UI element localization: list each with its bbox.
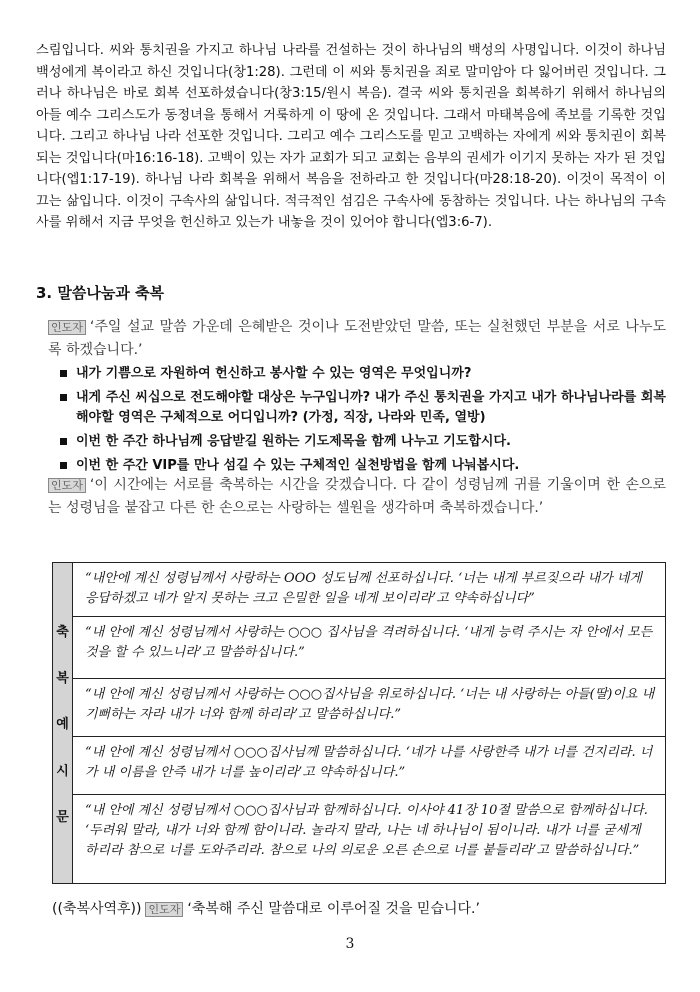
leader-tag: 인도자: [48, 320, 86, 335]
blessing-label-char: 예: [56, 717, 69, 733]
leader-instruction-1: [48, 316, 666, 361]
closing-line: [52, 898, 480, 921]
intro-paragraph: 스림입니다. 씨와 통치권을 가지고 하나님 나라를 건설하는 것이 하나님의 백성의 사명입니다. 이것이 하나님 백성에게 복이라고 하신 것입니다(창1:28). 그런데 이 씨와 통치권을 죄로 말미암아 다 잃어버린 것입니다. 그러나 하나님은 바로 회복 선포하셨습니다(창3:15/원시 복음). 결국 씨와 통치권을 회복하기 위해서 하나님의 아들 예수 그리스도가 동정녀을 통해서 거룩하게 이 땅에 온 것입니다. 그래서 마태복음에 족보를 기록한 것입니다. 그리고 하나님 나라 선포한 것입니다. 그리고 예수 그리스도를 믿고 고백하는 자에게 씨와 통치권이 회복되는 것입니다(마16:16-18). 고백이 있는 자가 교회가 되고 교회는 음부의 권세가 이기지 못하는 자가 된 것입니다(엡1:17-19). 하나님 나라 회복을 위해서 복음을 전하라고 한 것입니다(마28:18-20). 이것이 목적이 이끄는 삶입니다. 이것이 구속사의 삶입니다. 적극적인 섬김은 구속사에 동참하는 것입니다. 나는 하나님의 구속사를 위해서 지금 무엇을 헌신하고 있는가 내놓을 것이 있어야 합니다(엡3:6-7).: [36, 43, 666, 230]
section-title: 3. 말씀나눔과 축복: [36, 284, 165, 302]
closing-lead: ((축복사역후)): [52, 901, 142, 917]
blessing-label-char: 복: [56, 671, 69, 687]
blessing-row: “내 안에 계신 성령님께서 사랑하는 ○○○집사님을 위로하십니다. ‘너는 내 사랑하는 아들(딸)이요 내 기뻐하는 자라 내가 너와 함께 하리라’고 말씀하십니다.”: [73, 679, 665, 737]
blessing-row: “내 안에 계신 성령님께서 ○○○집사님과 함께하십니다. 이사야 41장 10절 말씀으로 함께하십니다. ‘두려워 말라, 내가 너와 함께 함이니라. 놀라지 말라, 나는 네 하나님이 됨이니라. 내가 너를 굳세게 하리라 참으로 너를 도와주리라. 참으로 나의 의로운 오른 손으로 너를 붙들리라’고 말씀하십니다.”: [85, 803, 648, 858]
question-item: 내가 기쁨으로 자원하여 헌신하고 봉사할 수 있는 영역은 무엇입니까?: [60, 364, 666, 384]
blessing-label-char: 시: [56, 763, 69, 779]
question-item: 내게 주신 씨십으로 전도해야할 대상은 누구입니까? 내가 주신 통치권을 가지고 내가 하나님나라를 회복해야할 영역은 구체적으로 어디입니까? (가정, 직장, 나라와 민족, 열방): [60, 388, 666, 428]
closing-text: ‘축복해 주신 말씀대로 이루어질 것을 믿습니다.’: [187, 901, 480, 917]
blessing-examples-table: [52, 562, 666, 884]
blessing-label-column: [53, 563, 73, 883]
leader-tag: 인도자: [48, 478, 86, 493]
discussion-questions: [60, 364, 666, 480]
page-number: 3: [345, 936, 355, 952]
blessing-label-char: 축: [56, 624, 69, 640]
question-item: 이번 한 주간 하나님께 응답받길 원하는 기도제목을 함께 나누고 기도합시다.: [60, 432, 666, 452]
blessing-row: “내 안에 계신 성령님께서 사랑하는 ○○○ 집사님을 격려하십니다. ‘내게 능력 주시는 자 안에서 모든 것을 할 수 있느니라’고 말씀하십니다.”: [73, 617, 665, 679]
leader-text-2: ‘이 시간에는 서로를 축복하는 시간을 갖겠습니다. 다 같이 성령님께 귀를 기울이며 한 손으로는 성령님을 붙잡고 다른 한 손으로는 사랑하는 셀원을 생각하며 축복하겠습니다.’: [48, 477, 666, 516]
leader-text-1: ‘주일 설교 말씀 가운데 은혜받은 것이나 도전받았던 말씀, 또는 실천했던 부분을 서로 나누도록 하겠습니다.’: [48, 319, 666, 358]
blessing-row: “내안에 계신 성령님께서 사랑하는 OOO 성도님께 선포하십니다. ‘너는 내게 부르짖으라 내가 네게 응답하겠고 네가 알지 못하는 크고 은밀한 일을 네게 보이리라’고 약속하십니다”: [73, 563, 665, 617]
leader-instruction-2: [48, 474, 666, 519]
blessing-rows: [73, 563, 665, 883]
leader-tag: 인도자: [145, 902, 183, 917]
blessing-row: “내 안에 계신 성령님께서 ○○○집사님께 말씀하십니다. ‘네가 나를 사랑한즉 내가 너를 건지리라. 너가 내 이름을 안즉 내가 너를 높이리라’고 약속하십니다.”: [73, 737, 665, 795]
question-item: 이번 한 주간 VIP를 만나 섬길 수 있는 구체적인 실천방법을 함께 나눠봅시다.: [60, 456, 666, 476]
blessing-label-char: 문: [56, 810, 69, 826]
